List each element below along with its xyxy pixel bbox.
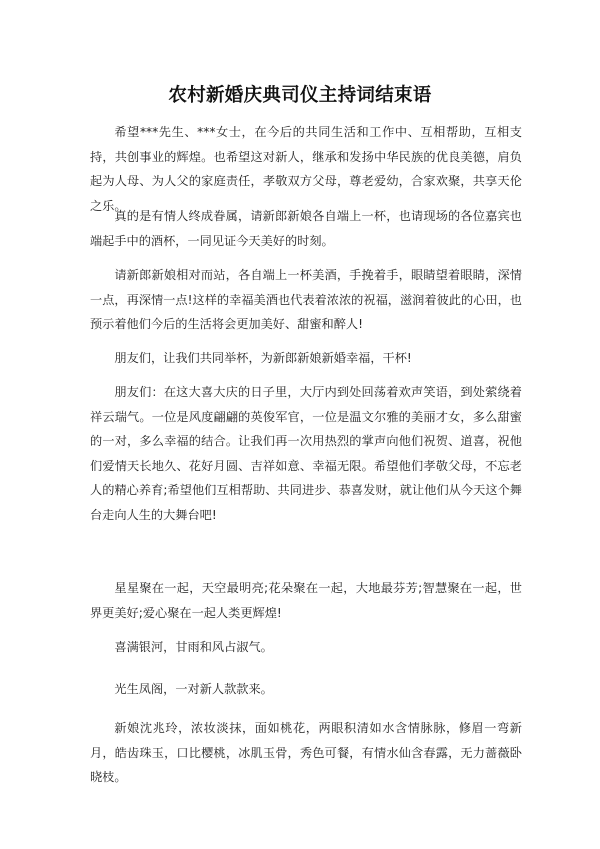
paragraph-5: 朋友们：在这大喜大庆的日子里，大厅内到处回荡着欢声笑语，到处萦绕着祥云瑞气。一位是风度翩翩的英俊军官，一位是温文尔雅的美丽才女，多么甜蜜的一对，多么幸福的结合。让我们再一次用热烈的掌声向他们祝贺、道喜，祝他们爱情天长地久、花好月圆、吉祥如意、幸福无限。希望他们孝敬父母，不忘老人的精心养育;希望他们互相帮助、共同进步、恭喜发财，就让他们从今天这个舞台走向人生的大舞台吧! (90, 385, 522, 522)
paragraph-8: 光生凤阁，一对新人款款来。 (114, 682, 273, 696)
paragraph-4: 朋友们，让我们共同举杯，为新郎新娘新婚幸福，干杯! (114, 351, 412, 365)
paragraph-6: 星星聚在一起，天空最明亮;花朵聚在一起，大地最芬芳;智慧聚在一起，世界更美好;爱心聚在一起人类更辉煌! (90, 581, 522, 620)
paragraph-2: 真的是有情人终成眷属，请新郎新娘各自端上一杯，也请现场的各位嘉宾也端起手中的酒杯，一同见证今天美好的时刻。 (90, 209, 522, 248)
paragraph-1: 希望***先生、***女士，在今后的共同生活和工作中、互相帮助，互相支持，共创事业的辉煌。也希望这对新人，继承和发扬中华民族的优良美德，肩负起为人母、为人父的家庭责任，孝敬双方父母，尊老爱幼，合家欢聚，共享天伦之乐。 (90, 125, 522, 213)
document-title: 农村新婚庆典司仪主持词结束语 (168, 85, 432, 106)
paragraph-3: 请新郎新娘相对而站，各自端上一杯美酒，手挽着手，眼睛望着眼睛，深情一点，再深情一点!这样的幸福美酒也代表着浓浓的祝福，滋润着彼此的心田，也预示着他们今后的生活将会更加美好、甜蜜和醉人! (90, 268, 522, 331)
paragraph-9: 新娘沈兆玲，浓妆淡抹，面如桃花，两眼积清如水含情脉脉，修眉一弯新月，皓齿珠玉，口比樱桃，冰肌玉骨，秀色可餐，有情水仙含春露，无力蔷薇卧晓枝。 (90, 721, 522, 784)
paragraph-7: 喜满银河，甘雨和风占淑气。 (114, 640, 273, 654)
